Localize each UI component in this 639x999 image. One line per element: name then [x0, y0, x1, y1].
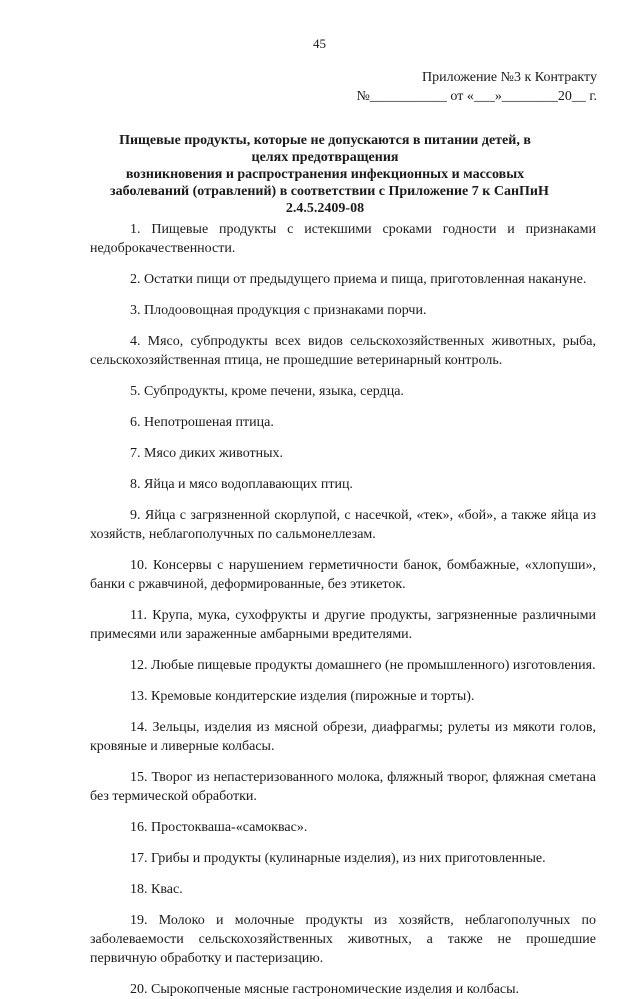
list-item: 11. Крупа, мука, сухофрукты и другие продукты, загрязненные различными примесями или зараженные амбарными вредителями.: [90, 608, 596, 642]
list-item: 19. Молоко и молочные продукты из хозяйств, неблагополучных по заболеваемости сельскохозяйственных животных, а также не прошедшие первичную обработку и пастеризацию.: [90, 913, 596, 966]
list-item: 3. Плодоовощная продукция с признаками порчи.: [130, 303, 427, 318]
list-item: 6. Непотрошеная птица.: [130, 415, 274, 430]
list-item: 10. Консервы с нарушением герметичности банок, бомбажные, «хлопуши», банки с ржавчиной, деформированные, без этикеток.: [90, 558, 596, 592]
title-line-1: Пищевые продукты, которые не допускаются в питании детей, в: [119, 133, 531, 148]
list-item: 4. Мясо, субпродукты всех видов сельскохозяйственных животных, рыба, сельскохозяйственная птица, не прошедшие ветеринарный контроль.: [90, 334, 596, 368]
list-item: 7. Мясо диких животных.: [130, 446, 284, 461]
document-title: [110, 132, 549, 217]
list-item: 1. Пищевые продукты с истекшими сроками годности и признаками недоброкачественности.: [90, 222, 596, 256]
page-number: 45: [313, 36, 326, 51]
list-item: 12. Любые пищевые продукты домашнего (не промышленного) изготовления.: [130, 658, 596, 673]
list-item: 5. Субпродукты, кроме печени, языка, сердца.: [130, 384, 404, 399]
list-item: 9. Яйца с загрязненной скорлупой, с насечкой, «тек», «бой», а также яйца из хозяйств, неблагополучных по сальмонеллезам.: [90, 508, 596, 542]
annex-contract-number: №___________ от «___»________20__ г.: [356, 89, 597, 104]
prohibited-products-list: [90, 220, 596, 999]
list-item: 16. Простокваша-«самоквас».: [130, 820, 308, 835]
list-item: 14. Зельцы, изделия из мясной обрези, диафрагмы; рулеты из мякоти голов, кровяные и ливерные колбасы.: [90, 720, 596, 754]
list-item: 8. Яйца и мясо водоплавающих птиц.: [130, 477, 353, 492]
title-line-4: заболеваний (отравлений) в соответствии с Приложение 7 к СанПиН: [110, 184, 549, 199]
list-item: 18. Квас.: [130, 882, 183, 897]
list-item: 2. Остатки пищи от предыдущего приема и пища, приготовленная накануне.: [130, 272, 587, 287]
list-item: 20. Сырокопченые мясные гастрономические изделия и колбасы.: [130, 982, 520, 997]
list-item: 17. Грибы и продукты (кулинарные изделия), из них приготовленные.: [130, 851, 546, 866]
list-item: 15. Творог из непастеризованного молока, фляжный творог, фляжная сметана без термической обработки.: [90, 770, 596, 804]
title-line-5: 2.4.5.2409-08: [285, 201, 365, 216]
title-line-2: целях предотвращения: [251, 150, 399, 165]
title-line-3: возникновения и распространения инфекционных и массовых: [125, 167, 525, 182]
annex-header: [357, 68, 597, 106]
annex-title: Приложение №3 к Контракту: [422, 70, 597, 85]
list-item: 13. Кремовые кондитерские изделия (пирожные и торты).: [130, 689, 475, 704]
